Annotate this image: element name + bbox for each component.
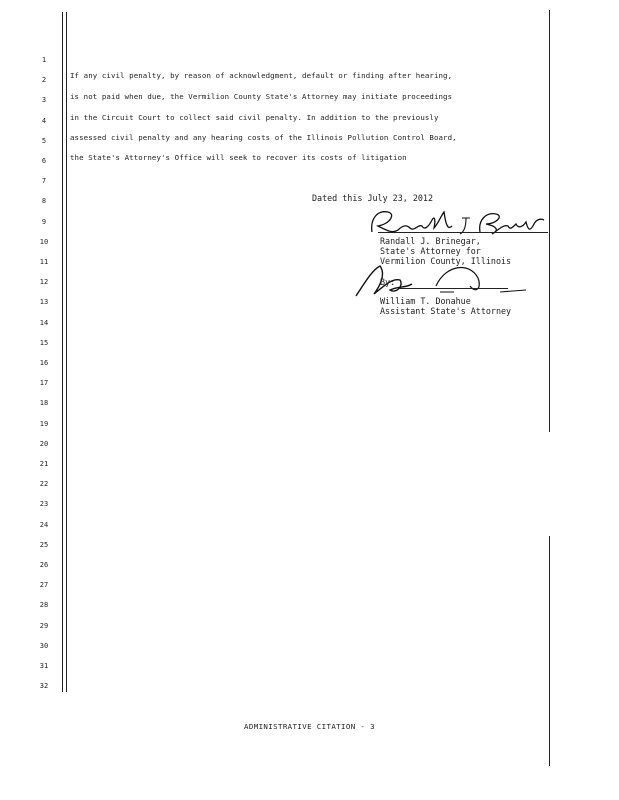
line-number: 2 [41, 76, 47, 85]
line-number: 11 [39, 258, 49, 266]
right-margin-rule-bottom [549, 536, 550, 766]
line-number: 18 [39, 399, 49, 408]
page-footer: ADMINISTRATIVE CITATION - 3 [244, 722, 375, 731]
line-number: 25 [39, 540, 49, 549]
body-line-3: in the Circuit Court to collect said civil penalty. In addition to the previously [70, 113, 439, 122]
line-number: 12 [39, 278, 49, 287]
line-number: 26 [39, 561, 49, 569]
line-number: 4 [41, 116, 47, 125]
left-margin-rule-2 [66, 12, 67, 692]
line-number: 17 [39, 379, 49, 388]
body-line-5: the State's Attorney's Office will seek to recover its costs of litigation [70, 153, 407, 162]
line-number: 5 [41, 136, 47, 145]
line-number: 9 [41, 217, 47, 226]
assistant-title: Assistant State's Attorney [380, 306, 512, 316]
line-number: 24 [39, 520, 49, 529]
body-line-4: assessed civil penalty and any hearing costs of the Illinois Pollution Control Board, [70, 133, 457, 142]
signature-line-1 [378, 232, 548, 233]
line-number: 16 [39, 359, 49, 367]
line-number: 21 [39, 460, 49, 468]
signer-name: Randall J. Brinegar, [380, 236, 481, 246]
line-number: 29 [39, 621, 49, 630]
left-margin-rule-1 [62, 12, 63, 692]
signature-william-donahue [350, 256, 540, 300]
assistant-name: William T. Donahue [380, 296, 471, 306]
line-number: 7 [41, 177, 47, 186]
line-number: 15 [39, 338, 49, 347]
line-number: 13 [39, 298, 49, 307]
line-number: 8 [41, 197, 47, 206]
line-number: 6 [41, 157, 47, 165]
line-number: 10 [39, 237, 49, 246]
line-number: 3 [41, 96, 47, 105]
line-number: 23 [39, 500, 49, 509]
line-number: 28 [39, 601, 49, 610]
by-label: By: [380, 277, 396, 287]
signature-line-2 [398, 288, 508, 289]
line-number: 30 [39, 641, 49, 650]
line-number: 1 [41, 56, 47, 64]
line-number: 27 [39, 581, 49, 590]
signer-title: State's Attorney for [380, 246, 481, 256]
line-number: 14 [39, 318, 49, 327]
dated-line: Dated this July 23, 2012 [312, 193, 434, 203]
line-number: 32 [39, 682, 49, 691]
body-line-2: is not paid when due, the Vermilion County State's Attorney may initiate proceedings [70, 92, 453, 101]
line-number: 22 [39, 480, 49, 489]
line-number: 20 [39, 439, 49, 448]
body-line-1: If any civil penalty, by reason of acknowledgment, default or finding after hearing, [70, 71, 453, 80]
line-number: 31 [39, 662, 49, 670]
signer-county: Vermilion County, Illinois [380, 256, 512, 266]
line-number: 19 [39, 419, 49, 428]
